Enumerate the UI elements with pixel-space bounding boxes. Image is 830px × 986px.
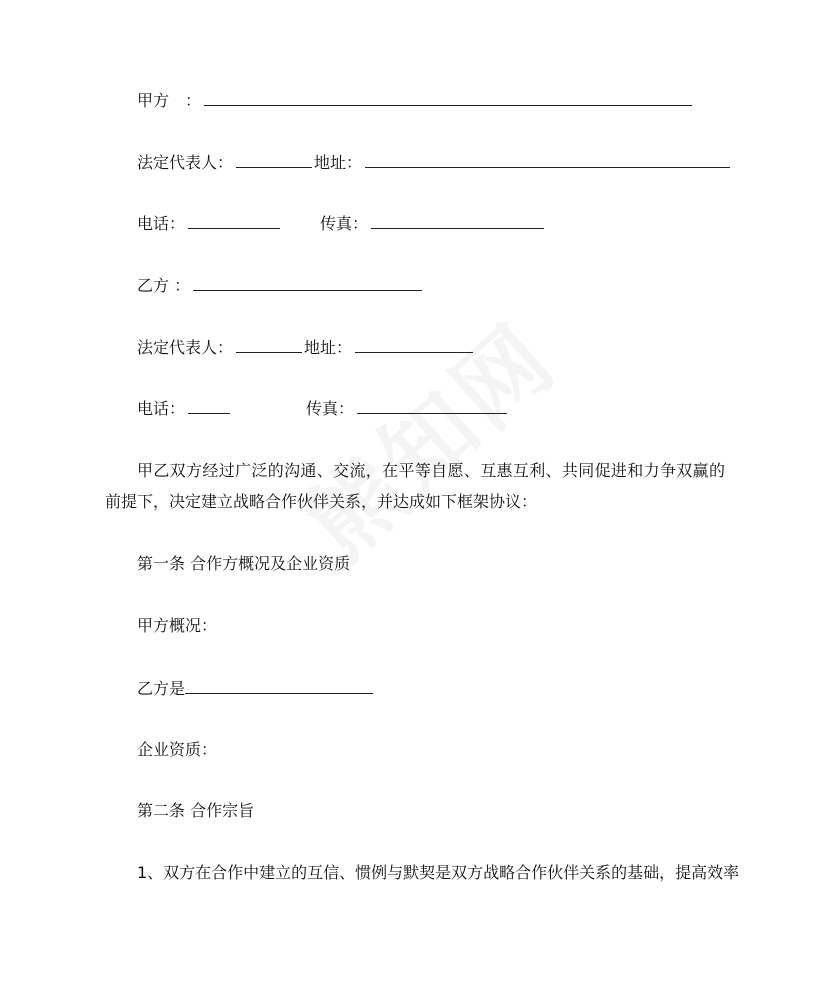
- party-b-addr-blank[interactable]: [355, 337, 473, 353]
- party-a-phone-label: 电话：: [137, 214, 186, 233]
- party-a-rep-label: 法定代表人：: [137, 153, 234, 172]
- party-b-rep-label: 法定代表人：: [137, 338, 234, 357]
- watermark: [274, 289, 581, 584]
- qualification-label: 企业资质：: [137, 740, 218, 759]
- party-b-fax-blank[interactable]: [357, 398, 507, 414]
- party-b-phone-label: 电话：: [137, 399, 186, 418]
- party-a-rep-line: [137, 152, 730, 173]
- party-b-phone-line: [137, 398, 507, 419]
- party-b-name-blank[interactable]: [193, 275, 422, 291]
- party-a-line: [137, 90, 692, 111]
- party-b-is-label: 乙方是: [137, 679, 186, 698]
- party-a-phone-blank[interactable]: [188, 213, 280, 229]
- party-a-addr-label: 地址：: [314, 153, 363, 172]
- party-a-phone-line: [137, 213, 544, 234]
- party-a-rep-blank[interactable]: [236, 152, 312, 168]
- intro-paragraph: 甲乙双方经过广泛的沟通、交流，在平等自愿、互惠互利、共同促进和力争双赢的前提下，决定建立战略合作伙伴关系，并达成如下框架协议：: [105, 461, 725, 511]
- party-a-fax-label: 传真：: [320, 214, 369, 233]
- party-b-label: 乙方 ：: [137, 276, 191, 295]
- article2-heading: 第二条 合作宗旨: [137, 801, 255, 820]
- party-b-addr-label: 地址：: [304, 338, 353, 357]
- party-b-rep-blank[interactable]: [236, 337, 302, 353]
- party-a-fax-blank[interactable]: [371, 213, 544, 229]
- party-b-phone-blank[interactable]: [188, 398, 230, 414]
- party-a-name-blank[interactable]: [204, 90, 692, 106]
- party-b-rep-line: [137, 337, 473, 358]
- article1-heading: 第一条 合作方概况及企业资质: [137, 554, 351, 573]
- party-a-addr-blank[interactable]: [365, 152, 730, 168]
- party-b-fax-label: 传真：: [306, 399, 355, 418]
- party-b-line: [137, 275, 422, 296]
- article2-item1: 1、双方在合作中建立的互信、惯例与默契是双方战略合作伙伴关系的基础，提高效率: [137, 863, 740, 882]
- party-a-label: 甲方 ：: [137, 91, 202, 110]
- party-a-overview-label: 甲方概况：: [137, 616, 218, 635]
- party-b-is-line: [137, 678, 373, 699]
- party-b-is-blank[interactable]: [185, 678, 373, 694]
